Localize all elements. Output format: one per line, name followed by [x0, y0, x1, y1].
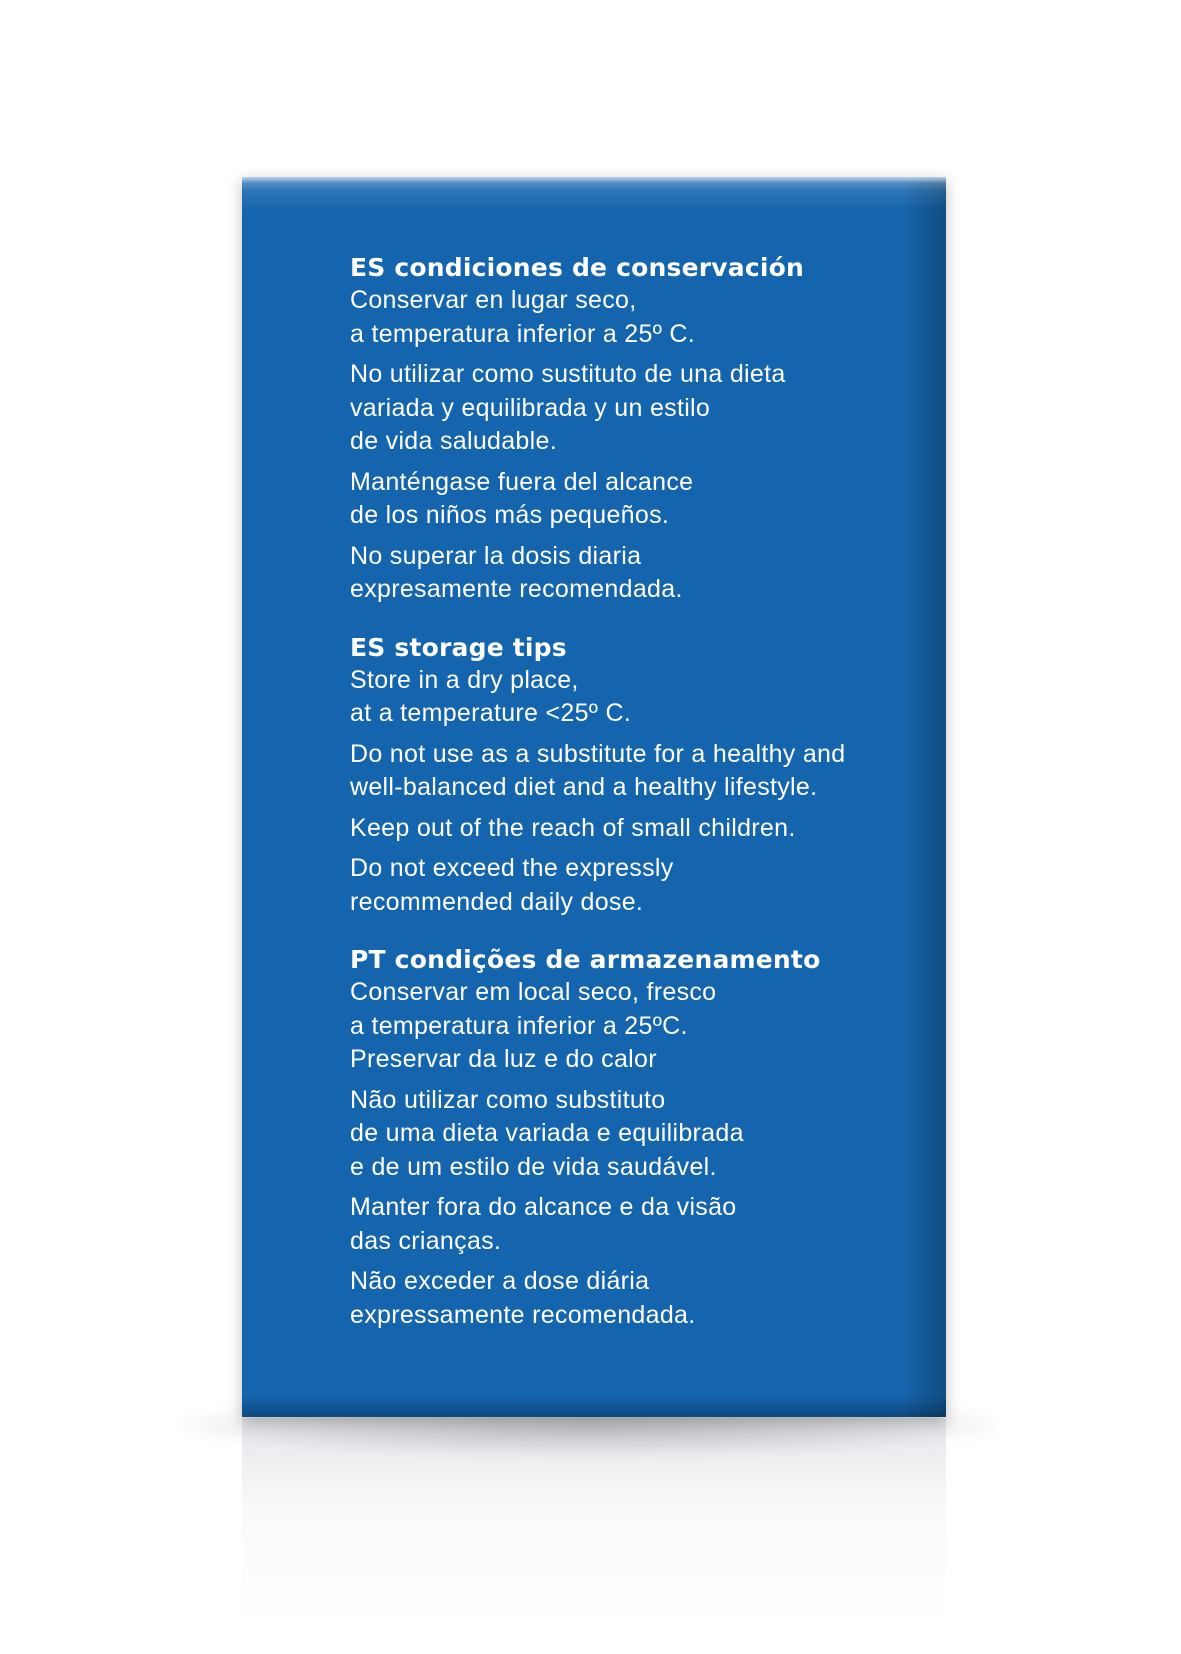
section-es-conservacion — [350, 251, 910, 607]
paragraph: Conservar en lugar seco, a temperatura inferior a 25º C. — [350, 286, 695, 348]
panel-reflection — [242, 1418, 946, 1628]
label-text-block — [350, 251, 910, 1356]
paragraph: Não utilizar como substituto de uma dieta variada e equilibrada e de um estilo de vida saudável. — [350, 1085, 744, 1181]
paragraph: Não exceder a dose diária expressamente recomendada. — [350, 1267, 696, 1329]
package-panel — [242, 177, 946, 1417]
paragraph: Manténgase fuera del alcance de los niños más pequeños. — [350, 467, 694, 529]
section-title: PT condições de armazenamento — [350, 945, 821, 974]
paragraph: Manter fora do alcance e da visão das crianças. — [350, 1193, 737, 1255]
paragraph: Store in a dry place, at a temperature <25º C. — [350, 665, 632, 727]
section-es-storage-tips — [350, 631, 910, 920]
paragraph: No superar la dosis diaria expresamente recomendada. — [350, 541, 683, 603]
paragraph: Keep out of the reach of small children. — [350, 813, 796, 842]
paragraph: Do not exceed the expressly recommended daily dose. — [350, 854, 674, 916]
paragraph: No utilizar como sustituto de una dieta variada y equilibrada y un estilo de vida saludable. — [350, 360, 786, 455]
section-pt-armazenamento — [350, 943, 910, 1332]
paragraph: Conservar em local seco, fresco a temperatura inferior a 25ºC. Preservar da luz e do calor — [350, 978, 717, 1073]
paragraph: Do not use as a substitute for a healthy and well-balanced diet and a healthy lifestyle. — [350, 739, 846, 801]
section-title: ES condiciones de conservación — [350, 253, 804, 282]
section-title: ES storage tips — [350, 632, 567, 662]
